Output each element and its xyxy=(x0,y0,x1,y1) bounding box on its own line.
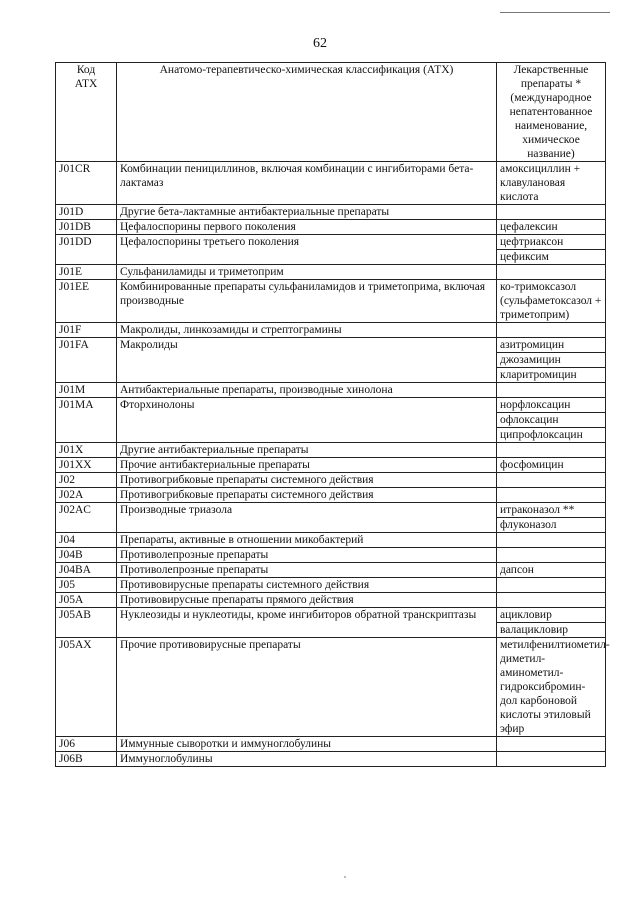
table-row xyxy=(56,578,606,593)
drug-cell xyxy=(497,220,606,235)
atc-code: J01FA xyxy=(56,338,117,383)
atc-classification: Производные триазола xyxy=(117,503,497,533)
drug-name: ко-тримоксазол (сульфаметоксазол + триметоприм) xyxy=(500,281,602,321)
table-row xyxy=(56,265,606,280)
drug-name: офлоксацин xyxy=(497,413,605,428)
drug-name: норфлоксацин xyxy=(497,398,605,413)
atc-code: J06 xyxy=(56,737,117,752)
drug-name: ципрофлоксацин xyxy=(500,429,583,441)
atc-code: J01X xyxy=(56,443,117,458)
drug-name: дапсон xyxy=(500,564,534,576)
table-row xyxy=(56,398,606,443)
header-code: Код АТХ xyxy=(56,63,117,162)
drug-cell xyxy=(497,533,606,548)
drug-cell xyxy=(497,458,606,473)
atc-code: J02 xyxy=(56,473,117,488)
atc-classification: Противолепрозные препараты xyxy=(117,563,497,578)
drug-cell xyxy=(497,323,606,338)
atc-classification: Макролиды, линкозамиды и стрептограмины xyxy=(117,323,497,338)
table-row xyxy=(56,443,606,458)
table-body xyxy=(56,162,610,767)
drug-name: азитромицин xyxy=(497,338,605,353)
drug-name: фосфомицин xyxy=(500,459,564,471)
atc-code: J01EE xyxy=(56,280,117,323)
atc-code: J04 xyxy=(56,533,117,548)
drug-cell xyxy=(497,162,606,205)
drug-cell xyxy=(497,578,606,593)
atc-classification: Фторхинолоны xyxy=(117,398,497,443)
atc-classification: Макролиды xyxy=(117,338,497,383)
drug-cell xyxy=(497,638,610,737)
atc-classification: Другие бета-лактамные антибактериальные препараты xyxy=(117,205,497,220)
table-row xyxy=(56,323,606,338)
table-row xyxy=(56,205,606,220)
drug-cell xyxy=(497,235,606,265)
drug-name: цефалексин xyxy=(500,221,558,233)
drug-cell xyxy=(497,563,606,578)
atc-classification: Другие антибактериальные препараты xyxy=(117,443,497,458)
atc-code: J01MA xyxy=(56,398,117,443)
drug-cell xyxy=(497,752,606,767)
atc-classification: Сульфаниламиды и триметоприм xyxy=(117,265,497,280)
drug-cell xyxy=(497,608,606,638)
drug-cell xyxy=(497,398,606,443)
drug-name: джозамицин xyxy=(497,353,605,368)
table-row xyxy=(56,608,606,638)
atc-code: J01XX xyxy=(56,458,117,473)
atc-classification: Цефалоспорины третьего поколения xyxy=(117,235,497,265)
atc-classification: Цефалоспорины первого поколения xyxy=(117,220,497,235)
atc-code: J05A xyxy=(56,593,117,608)
drug-name: цефиксим xyxy=(500,251,549,263)
atc-classification: Противогрибковые препараты системного действия xyxy=(117,473,497,488)
table-row xyxy=(56,548,606,563)
drug-name: ацикловир xyxy=(497,608,605,623)
atc-code: J02AC xyxy=(56,503,117,533)
drug-cell xyxy=(497,443,606,458)
page-number: 62 xyxy=(313,36,327,51)
atc-classification: Препараты, активные в отношении микобактерий xyxy=(117,533,497,548)
table-row xyxy=(56,235,606,265)
atc-code: J05AB xyxy=(56,608,117,638)
drug-cell xyxy=(497,473,606,488)
atc-code: J04B xyxy=(56,548,117,563)
drug-name: итраконазол ** xyxy=(497,503,605,518)
table-row xyxy=(56,638,606,737)
drug-cell xyxy=(497,488,606,503)
header-drugs: Лекарственные препараты * (международное непатентованное наименование, химическое название) xyxy=(497,63,606,162)
top-edge-line xyxy=(500,12,610,13)
drug-cell xyxy=(497,503,606,533)
drug-name: амоксициллин + клавулановая кислота xyxy=(500,163,581,203)
atc-code: J01E xyxy=(56,265,117,280)
drug-cell xyxy=(497,338,606,383)
atc-classification: Антибактериальные препараты, производные хинолона xyxy=(117,383,497,398)
atc-code: J06B xyxy=(56,752,117,767)
drug-cell xyxy=(497,737,606,752)
atc-classification: Иммунные сыворотки и иммуноглобулины xyxy=(117,737,497,752)
atc-classification: Противовирусные препараты прямого действия xyxy=(117,593,497,608)
atc-code: J02A xyxy=(56,488,117,503)
atc-table xyxy=(55,62,610,767)
drug-cell xyxy=(497,548,606,563)
table-row xyxy=(56,752,606,767)
drug-cell xyxy=(497,205,606,220)
atc-classification: Противовирусные препараты системного действия xyxy=(117,578,497,593)
table-row xyxy=(56,593,606,608)
atc-code: J01CR xyxy=(56,162,117,205)
scan-speck xyxy=(344,876,346,878)
table-row xyxy=(56,220,606,235)
drug-name: цефтриаксон xyxy=(497,235,605,250)
table-row xyxy=(56,338,606,383)
atc-classification: Противогрибковые препараты системного действия xyxy=(117,488,497,503)
atc-classification: Комбинации пенициллинов, включая комбинации с ингибиторами бета-лактамаз xyxy=(117,162,497,205)
table-row xyxy=(56,383,606,398)
table-row xyxy=(56,533,606,548)
atc-code: J01DD xyxy=(56,235,117,265)
atc-code: J01DB xyxy=(56,220,117,235)
drug-name: кларитромицин xyxy=(500,369,577,381)
drug-cell xyxy=(497,265,606,280)
table-row xyxy=(56,162,606,205)
atc-classification: Противолепрозные препараты xyxy=(117,548,497,563)
table-row xyxy=(56,473,606,488)
drug-cell xyxy=(497,280,606,323)
table-row xyxy=(56,503,606,533)
drug-name: флуконазол xyxy=(500,519,557,531)
atc-code: J01F xyxy=(56,323,117,338)
atc-code: J01M xyxy=(56,383,117,398)
atc-code: J05 xyxy=(56,578,117,593)
table-row xyxy=(56,563,606,578)
atc-classification: Прочие противовирусные препараты xyxy=(117,638,497,737)
table-row xyxy=(56,458,606,473)
table-row xyxy=(56,488,606,503)
atc-code: J04BA xyxy=(56,563,117,578)
header-classification: Анатомо-терапевтическо-химическая классификация (АТХ) xyxy=(117,63,497,162)
table-header-row xyxy=(56,63,606,162)
drug-name: валацикловир xyxy=(500,624,569,636)
table-row xyxy=(56,737,606,752)
atc-classification: Прочие антибактериальные препараты xyxy=(117,458,497,473)
atc-classification: Комбинированные препараты сульфаниламидов и триметоприма, включая производные xyxy=(117,280,497,323)
atc-code: J05AX xyxy=(56,638,117,737)
drug-cell xyxy=(497,593,606,608)
table-row xyxy=(56,280,606,323)
drug-name: метилфенилтиометил-диметил-аминометил-гидроксибромин-дол карбоновой кислоты этиловый эфир xyxy=(500,639,610,735)
drug-cell xyxy=(497,383,606,398)
atc-code: J01D xyxy=(56,205,117,220)
atc-classification: Нуклеозиды и нуклеотиды, кроме ингибиторов обратной транскриптазы xyxy=(117,608,497,638)
atc-classification: Иммуноглобулины xyxy=(117,752,497,767)
